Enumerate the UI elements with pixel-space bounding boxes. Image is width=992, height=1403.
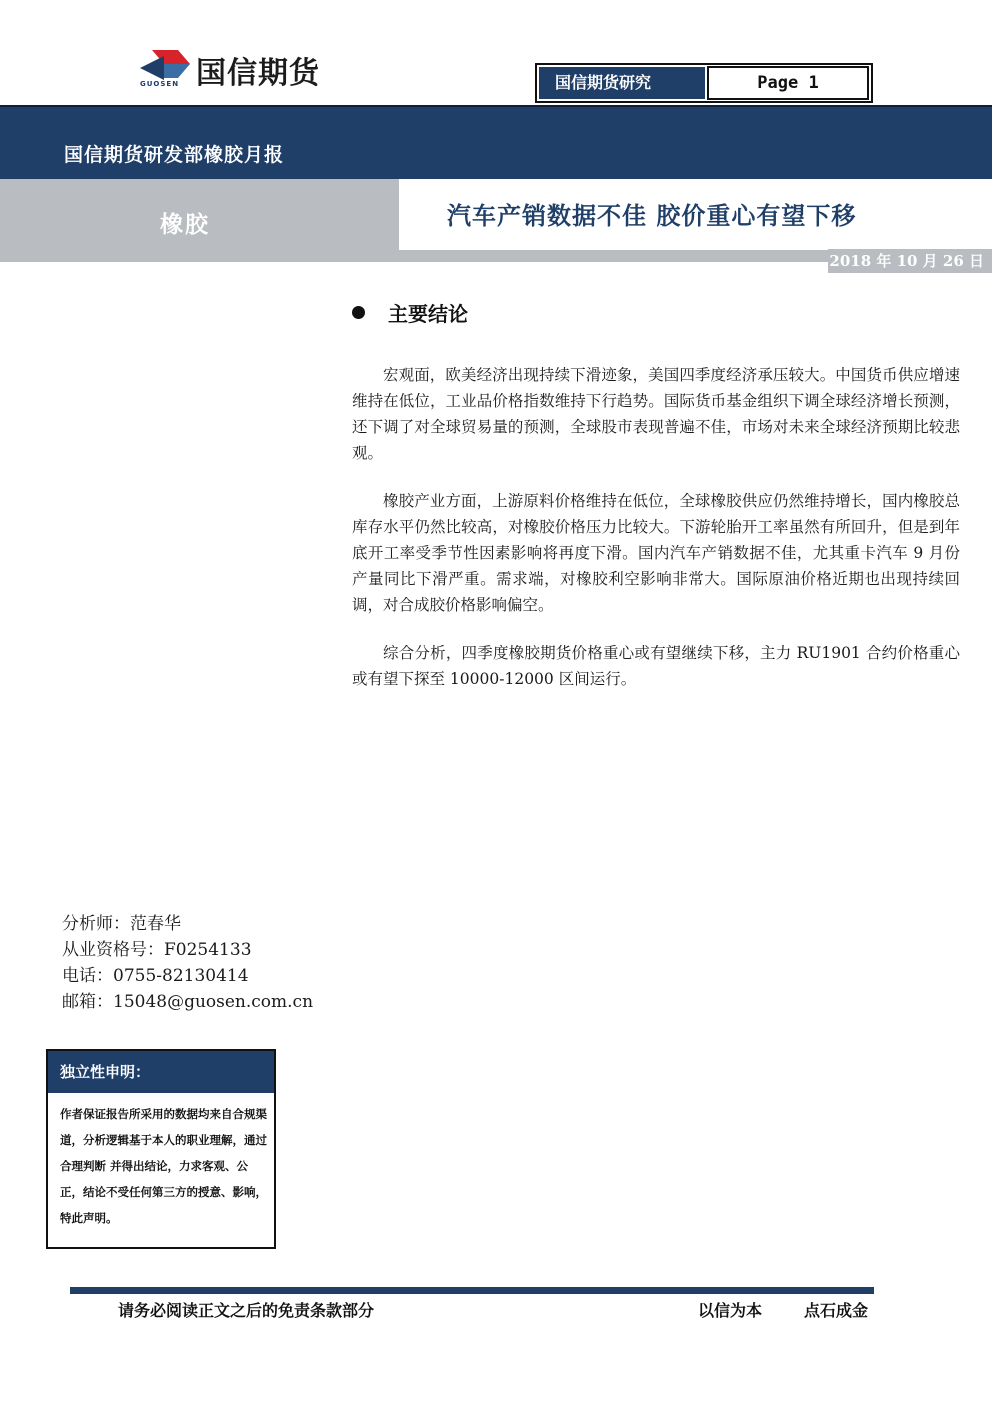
logo-text: 国信期货 bbox=[196, 56, 320, 91]
declaration-text: 作者保证报告所采用的数据均来自合规渠道，分析逻辑基于本人的职业理解，通过合理判断 并得出结论，力求客观、公正，结论不受任何第三方的授意、影响，特此声明。 bbox=[60, 1107, 267, 1225]
footer-disclaimer: 请务必阅读正文之后的免责条款部分 bbox=[118, 1301, 375, 1320]
footer-motto-1: 以信为本 bbox=[698, 1301, 763, 1320]
section-title: 主要结论 bbox=[388, 302, 468, 326]
category-panel bbox=[0, 179, 399, 262]
logo-subtext: GUOSEN bbox=[140, 80, 180, 88]
footer-motto-2: 点石成金 bbox=[804, 1301, 869, 1320]
analyst-info bbox=[62, 911, 313, 1015]
analyst-email: 邮箱：15048@guosen.com.cn bbox=[62, 992, 314, 1012]
analyst-license: 从业资格号：F0254133 bbox=[62, 940, 252, 960]
report-series-title: 国信期货研发部橡胶月报 bbox=[64, 144, 285, 166]
paragraph-industry: 橡胶产业方面，上游原料价格维持在低位，全球橡胶供应仍然维持增长，国内橡胶总库存水平仍然比较高，对橡胶价格压力比较大。下游轮胎开工率虽然有所回升，但是到年底开工率受季节性因素影响将再度下滑。国内汽车产销数据不佳，尤其重卡汽车 9 月份产量同比下滑严重。需求端，对橡胶利空影响非常大。国际原油价格近期也出现持续回调，对合成胶价格影响偏空。 bbox=[352, 492, 960, 614]
category-label: 橡胶 bbox=[160, 211, 210, 238]
analyst-phone: 电话：0755-82130414 bbox=[62, 966, 249, 986]
independence-declaration bbox=[46, 1049, 276, 1249]
declaration-title: 独立性申明： bbox=[48, 1051, 274, 1093]
page-title: 汽车产销数据不佳 胶价重心有望下移 bbox=[447, 201, 857, 230]
main-conclusions bbox=[352, 362, 960, 714]
paragraph-summary: 综合分析，四季度橡胶期货价格重心或有望继续下移，主力 RU1901 合约价格重心或有望下探至 10000-12000 区间运行。 bbox=[352, 644, 960, 688]
page-indicator bbox=[535, 63, 873, 103]
paragraph-macro: 宏观面，欧美经济出现持续下滑迹象，美国四季度经济承压较大。中国货币供应增速维持在低位，工业品价格指数维持下行趋势。国际货币基金组织下调全球经济增长预测，还下调了对全球贸易量的预测，全球股市表现普遍不佳，市场对未来全球经济预期比较悲观。 bbox=[352, 366, 960, 462]
series-label: 国信期货研究 bbox=[539, 67, 705, 99]
report-date: 2018 年 10 月 26 日 bbox=[828, 249, 992, 273]
footer-divider bbox=[70, 1287, 874, 1294]
report-title-band bbox=[0, 105, 992, 179]
analyst-name: 分析师：范春华 bbox=[62, 914, 181, 934]
page-number: Page 1 bbox=[707, 66, 869, 100]
bullet-icon bbox=[352, 306, 365, 319]
